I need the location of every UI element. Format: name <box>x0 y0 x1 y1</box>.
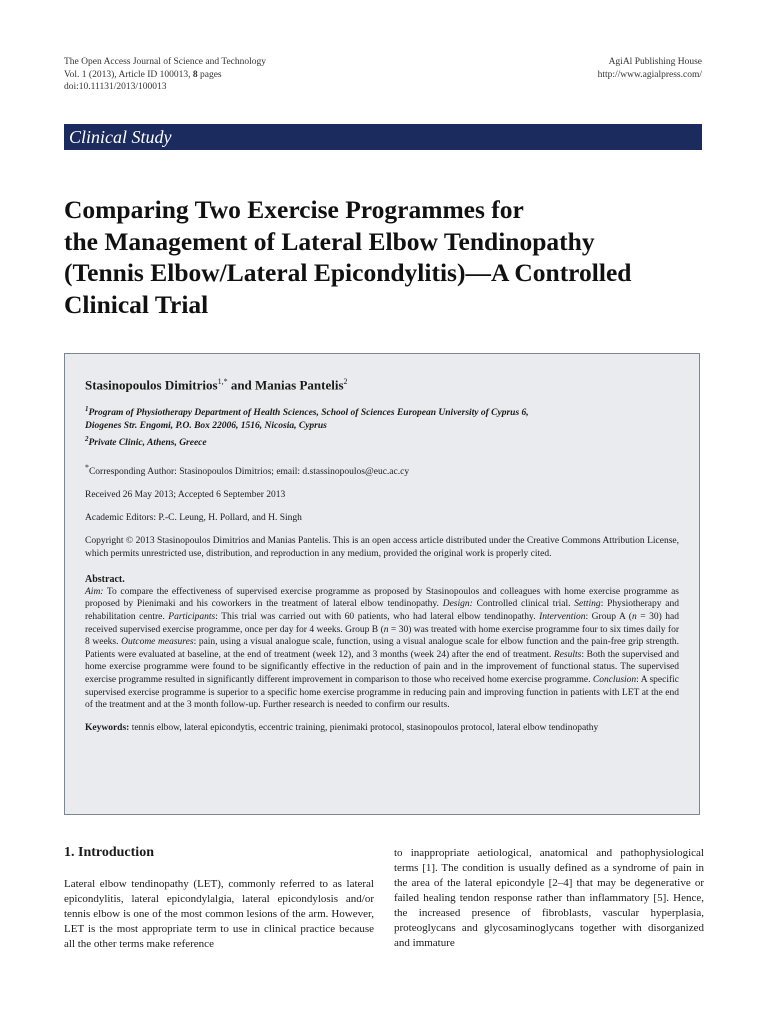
affiliations <box>85 403 679 450</box>
academic-editors: Academic Editors: P.-C. Leung, H. Pollard, and H. Singh <box>85 512 302 523</box>
author-2: Manias Pantelis <box>255 377 344 393</box>
doi[interactable]: doi:10.11131/2013/100013 <box>64 82 167 92</box>
title-line: Clinical Trial <box>64 289 209 319</box>
author-list: Stasinopoulos Dimitrios$^{1,*}$ and Manias Pantelis$^2$ <box>85 377 348 393</box>
author-2-sup: 2 <box>343 377 348 386</box>
author-1-sup: 1,* <box>217 377 228 386</box>
volume-info: Vol. 1 (2013), Article ID 100013, 8 pages <box>64 69 222 80</box>
publisher-url[interactable]: http://www.agialpress.com/ <box>597 69 702 80</box>
section-heading: 1. Introduction <box>64 845 154 860</box>
title-line: (Tennis Elbow/Lateral Epicondylitis)—A Controlled <box>64 258 632 287</box>
keywords: Keywords: tennis elbow, lateral epicondytis, eccentric training, pienimaki protocol, stasinopoulos protocol, lateral elbow tendinopathy <box>85 722 599 733</box>
journal-name: The Open Access Journal of Science and Technology <box>64 57 267 67</box>
body-column-right: to inappropriate aetiological, anatomical and pathophysiological terms [1]. The condition is usually defined as a syndrome of pain in the area of the lateral epicondyle [2–4] that may be degenerative or failed healing tendon response rather than inflammatory [5]. Hence, the increased presence of fibroblasts, vascular hyperplasia, proteoglycans and glycosaminoglycans together with disorganized and immature <box>394 847 704 949</box>
publisher-header <box>598 56 702 81</box>
abstract-box <box>64 353 700 815</box>
publisher-name: AgiAl Publishing House <box>608 57 702 67</box>
article-title <box>64 194 714 320</box>
affiliation-1-cont: Diogenes Str. Engomi, P.O. Box 22006, 1516, Nicosia, Cyprus <box>85 421 327 432</box>
journal-header <box>64 56 266 94</box>
received-dates: Received 26 May 2013; Accepted 6 September 2013 <box>85 489 286 500</box>
article-type-banner: Clinical Study <box>64 124 702 150</box>
author-1: Stasinopoulos Dimitrios <box>85 377 218 393</box>
affiliation-2: $^2$Private Clinic, Athens, Greece <box>85 435 207 449</box>
title-line: Comparing Two Exercise Programmes for <box>64 195 524 224</box>
title-line: the Management of Lateral Elbow Tendinopathy <box>64 226 595 256</box>
abstract-heading: Abstract. <box>85 573 125 585</box>
abstract-body: Aim: To compare the effectiveness of supervised exercise programme as proposed by Stasinopoulos and colleagues with home exercise programme as proposed by Pienimaki and his coworkers in the treatment of lateral elbow tendinopathy. Design: Controlled clinical trial. Setting: Physiotherapy and rehabilitation centre. Participants: This trial was carried out with 60 patients, who had lateral elbow tendinopathy. Intervention: Group A (n = 30) had received supervised exercise programme, once per day for 4 weeks. Group B (n = 30) was treated with home exercise programme four to six times daily for 8 weeks. Outcome measures: pain, using a visual analogue scale, function, using a visual analogue scale for elbow function and the pain-free grip strength. Patients were evaluated at baseline, at the end of treatment (week 12), and 3 months (week 24) after the end of treatment. Results: Both the supervised and home exercise programme were found to be significantly effective in the reduction of pain and in the improvement of functional status. The supervised exercise programme resulted in significantly different improvement in comparison to those who received home exercise programme. Conclusion: A specific supervised exercise programme is superior to a specific home exercise programme in reducing pain and improving function in patients with LET at the end of the treatment and at the 3 month follow-up. Further research is needed to confirm our results. <box>85 586 680 711</box>
body-column-left: Lateral elbow tendinopathy (LET), commonly referred to as lateral epicondylitis, lateral epicondylalgia, lateral epicondylosis and/or tennis elbow is one of the most common lesions of the arm. However, LET is the most appropriate term to use in clinical practice because all the other terms make reference <box>64 878 374 950</box>
corresponding-author: *Corresponding Author: Stasinopoulos Dimitrios; email: d.stassinopoulos@euc.ac.cy <box>85 462 410 477</box>
copyright-notice: Copyright © 2013 Stasinopoulos Dimitrios and Manias Pantelis. This is an open access article distributed under the Creative Commons Attribution License, which permits unrestricted use, distribution, and reproduction in any medium, provided the original work is properly cited. <box>85 535 679 559</box>
affiliation-1: $^1$Program of Physiotherapy Department of Health Sciences, School of Sciences European University of Cyprus 6, <box>85 405 529 419</box>
